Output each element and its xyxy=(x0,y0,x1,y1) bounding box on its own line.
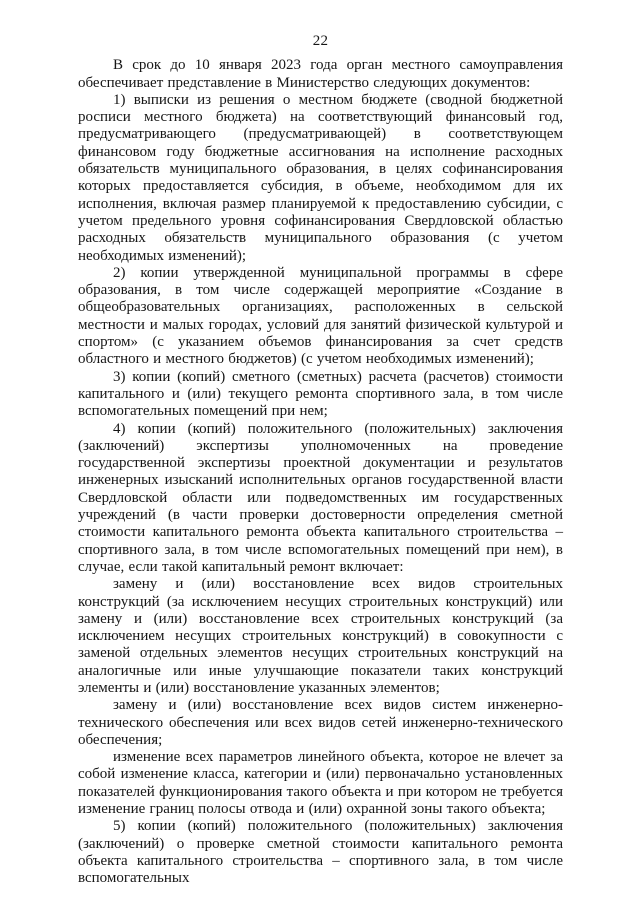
paragraph-item-1: 1) выписки из решения о местном бюджете (сводной бюджетной росписи местного бюджета) на соответствующий финансовый год, предусматривающего (предусматривающей) в соответствующем финансовом году бюджетные ассигнования на исполнение расходных обязательств муниципального образования, в целях софинансирования которых предоставляется субсидия, в объеме, необходимом для их исполнения, включая размер планируемой к предоставлению субсидии, с учетом предельного уровня софинансирования Свердловской областью расходных обязательств муниципального образования (с учетом необходимых изменений); xyxy=(78,91,563,264)
paragraph-item-4: 4) копии (копий) положительного (положительных) заключения (заключений) экспертизы уполномоченных на проведение государственной экспертизы проектной документации и результатов инженерных изысканий исполнительных органов государственной власти Свердловской области или подведомственных им государственных учреждений (в части проверки достоверности определения сметной стоимости капитального ремонта объекта капитального строительства – спортивного зала, в том числе вспомогательных помещений при нем), в случае, если такой капитальный ремонт включает: xyxy=(78,420,563,575)
paragraph-item-5: 5) копии (копий) положительного (положительных) заключения (заключений) о проверке сметной стоимости капитального ремонта объекта капитального строительства – спортивного зала, в том числе вспомогательных xyxy=(78,818,563,887)
paragraph-subitem-constructions: замену и (или) восстановление всех видов строительных конструкций (за исключением несущих строительных конструкций) или замену и (или) восстановление всех строительных конструкций (за исключением несущих строительных конструкций) в совокупности с заменой отдельных элементов несущих строительных конструкций на аналогичные или иные улучшающие показатели таких конструкций элементы и (или) восстановление указанных элементов; xyxy=(78,576,563,696)
paragraph-item-3: 3) копии (копий) сметного (сметных) расчета (расчетов) стоимости капитального и (или) текущего ремонта спортивного зала, в том числе вспомогательных помещений при нем; xyxy=(78,368,563,420)
paragraph-subitem-engineering-systems: замену и (или) восстановление всех видов систем инженерно-технического обеспечения или всех видов сетей инженерно-технического обеспечения; xyxy=(78,697,563,748)
page-number: 22 xyxy=(312,33,329,49)
paragraph-subitem-linear-object: изменение всех параметров линейного объекта, которое не влечет за собой изменение класса, категории и (или) первоначально установленных показателей функционирования такого объекта и при котором не требуется изменение границ полосы отвода и (или) охранной зоны такого объекта; xyxy=(78,749,563,818)
paragraph-item-2: 2) копии утвержденной муниципальной программы в сфере образования, в том числе содержащей мероприятие «Создание в общеобразовательных организациях, расположенных в сельской местности и малых городах, условий для занятий физической культурой и спортом» (с указанием объемов финансирования за счет средств областного и местного бюджетов) (с учетом необходимых изменений); xyxy=(78,264,563,368)
paragraph-intro: В срок до 10 января 2023 года орган местного самоуправления обеспечивает представление в Министерство следующих документов: xyxy=(78,57,563,91)
